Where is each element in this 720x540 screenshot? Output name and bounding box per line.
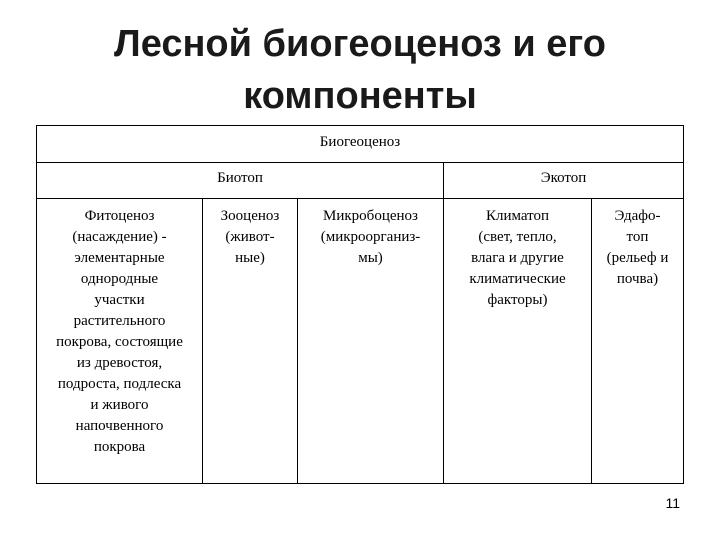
line: (живот- xyxy=(225,229,275,245)
line: покрова xyxy=(93,439,146,455)
line: факторы) xyxy=(487,292,548,308)
line: климатические xyxy=(469,271,566,287)
row-divider-1 xyxy=(37,162,683,163)
header-ecotope: Экотоп xyxy=(540,170,587,186)
title-line-2: компоненты xyxy=(243,75,477,117)
slide-title xyxy=(0,18,720,122)
line: участки xyxy=(94,292,145,308)
cell-edaphotope xyxy=(592,206,683,290)
line: Фитоценоз xyxy=(84,208,155,224)
page-number: 11 xyxy=(665,495,680,511)
line: растительного xyxy=(73,313,166,329)
line: (микроорганиз- xyxy=(320,229,421,245)
line: влага и другие xyxy=(471,250,564,266)
line: и живого xyxy=(90,397,149,413)
line: покрова, состоящие xyxy=(56,334,183,350)
line: Эдафо- xyxy=(614,208,661,224)
line: (насаждение) - xyxy=(72,229,167,245)
line: Микробоценоз xyxy=(323,208,418,224)
line: (рельеф и xyxy=(606,250,669,266)
line: напочвенного xyxy=(75,418,164,434)
line: из древостоя, xyxy=(76,355,163,371)
title-line-1: Лесной биогеоценоз и его xyxy=(114,23,606,65)
line: топ xyxy=(626,229,649,245)
line: подроста, подлеска xyxy=(57,376,182,392)
line: (свет, тепло, xyxy=(478,229,557,245)
cell-phytocenosis xyxy=(37,206,202,458)
cell-zoocenosis xyxy=(203,206,297,269)
line: Климатоп xyxy=(485,208,550,224)
line: мы) xyxy=(358,250,383,266)
line: однородные xyxy=(80,271,159,287)
line: элементарные xyxy=(74,250,165,266)
ecosystem-table xyxy=(36,125,684,484)
line: Зооценоз xyxy=(220,208,280,224)
header-biotope: Биотоп xyxy=(217,170,263,186)
cell-microbocenosis xyxy=(298,206,443,269)
row-divider-2 xyxy=(37,198,683,199)
line: ные) xyxy=(235,250,265,266)
header-biogeocenosis: Биогеоценоз xyxy=(319,134,401,150)
line: почва) xyxy=(616,271,659,287)
cell-climatope xyxy=(444,206,591,311)
